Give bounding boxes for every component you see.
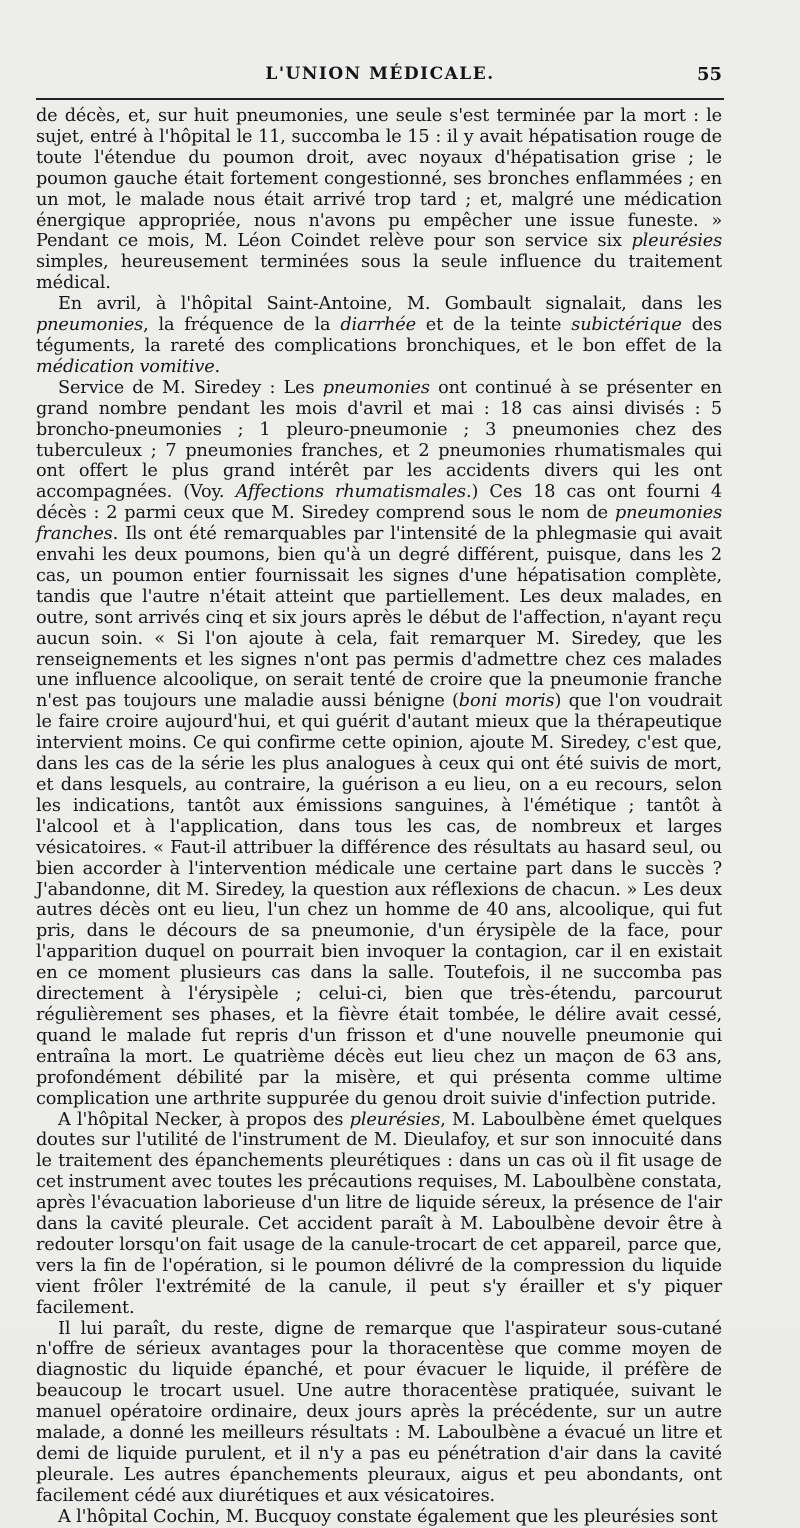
text-run: ont continué à se présenter en grand nombre pendant les mois d'avril et mai : 18 cas ainsi divisés : 5 broncho-pneumonies ; 1 pleuro-pneumonie ; 3 pneumonies chez des tuberculeux ; 7 pneumonies franches, et 2 pneumonies rhumatismales qui ont offert le plus grand intérêt par les accidents divers qui les ont accompagnées. (Voy. (36, 377, 722, 503)
body-text (36, 106, 722, 1528)
paragraph (36, 1110, 722, 1319)
text-run: .) Ces 18 cas ont fourni 4 décès : 2 parmi ceux que M. Siredey comprend sous le nom de (36, 482, 723, 524)
header-rule (36, 98, 724, 100)
text-run: , M. Laboulbène émet quelques doutes sur l'utilité de l'instrument de M. Dieulafoy, et sur son innocuité dans le traitement des épanchements pleurétiques : dans un cas où il fit usage de cet instrument avec toutes les précautions requises, M. Laboulbène constata, après l'évacuation laborieuse d'un litre de liquide séreux, la présence de l'air dans la cavité pleurale. Cet accident paraît à M. Laboulbène devoir être à redouter lorsqu'on fait usage de la canule-trocart de cet appareil, parce que, vers la fin de l'opération, si le poumon délivré de la compression du liquide vient frôler l'extrémité de la canule, il peut s'y érailler et s'y piquer facilement. (36, 1109, 722, 1318)
italic-term: pleurésies (631, 231, 722, 252)
text-run: En avril, à l'hôpital Saint-Antoine, M. Gombault signalait, dans les (58, 294, 722, 315)
text-run: des téguments, la rareté des complications bronchiques, et le bon effet de la (36, 315, 722, 356)
italic-term: boni moris (458, 691, 555, 712)
text-run: ) que l'on voudrait le faire croire aujourd'hui, et qui guérit d'autant mieux que la thérapeutique intervient moins. Ce qui confirme cette opinion, ajoute M. Siredey, c'est que, dans les cas de la série les plus analogues à ceux qui ont été suivis de mort, et dans lesquels, au contraire, la guérison a eu lieu, on a eu recours, selon les indications, tantôt aux émissions sanguines, à l'émétique ; tantôt à l'alcool et à l'application, dans tous les cas, de nombreux et larges vésicatoires. « Faut-il attribuer la différence des résultats au hasard seul, ou bien accorder à l'intervention médicale une certaine part dans le succès ? J'abandonne, dit M. Siredey, la question aux réflexions de chacun. » Les deux autres décès ont eu lieu, l'un chez un homme de 40 ans, alcoolique, qui fut pris, dans le décours de sa pneumonie, d'un érysipèle de la face, pour l'apparition duquel on pourrait bien invoquer la contagion, car il en existait en ce moment plusieurs cas dans la salle. Toutefois, il ne succomba pas directement à l'érysipèle ; celui-ci, bien que très-étendu, parcourut régulièrement ses phases, et la fièvre était tombée, le délire avait cessé, quand le malade fut repris d'un frisson et d'une nouvelle pneumonie qui entraîna la mort. Le quatrième décès eut lieu chez un maçon de 63 ans, profondément débilité par la misère, et qui présenta comme ultime complication une arthrite suppurée du genou droit suivie d'infection putride. (36, 691, 722, 1109)
text-run: A l'hôpital Cochin, M. Bucquoy constate également que les pleurésies sont (58, 1506, 718, 1527)
page-number: 55 (696, 64, 722, 85)
running-title: L'UNION MÉDICALE. (265, 64, 495, 84)
text-run: et de la teinte (415, 315, 572, 336)
italic-term: pneumonies franches (36, 503, 722, 545)
text-run: A l'hôpital Necker, à propos des (58, 1109, 350, 1130)
italic-term: pneumonies (36, 315, 144, 336)
italic-term: pleurésies (349, 1109, 441, 1130)
page-header (38, 62, 722, 92)
text-run: de décès, et, sur huit pneumonies, une seule s'est terminée par la mort : le sujet, entré à l'hôpital le 11, succomba le 15 : il y avait hépatisation rouge de toute l'étendue du poumon droit, avec noyaux d'hépatisation grise ; le poumon gauche était fortement congestionné, ses bronches enflammées ; en un mot, le malade nous était arrivé trop tard ; et, malgré une médication énergique appropriée, nous n'avons pu empêcher une issue funeste. » Pendant ce mois, M. Léon Coindet relève pour son service six (36, 106, 722, 252)
paragraph (36, 294, 722, 378)
text-run: Il lui paraît, du reste, digne de remarque que l'aspirateur sous-cutané n'offre de sérieux avantages pour la thoracentèse que comme moyen de diagnostic du liquide épanché, et pour évacuer le liquide, il préfère de beaucoup le trocart usuel. Une autre thoracentèse pratiquée, suivant le manuel opératoire ordinaire, deux jours après la précédente, sur un autre malade, a donné les meilleurs résultats : M. Laboulbène a évacué un litre et demi de liquide purulent, et il n'y a pas eu pénétration d'air dans la cavité pleurale. Les autres épanchements pleuraux, aigus et peu abondants, ont facilement cédé aux diurétiques et aux vésicatoires. (36, 1318, 722, 1506)
text-run: , la fréquence de la (143, 315, 341, 336)
italic-term: Affections rhumatismales (235, 482, 466, 503)
paragraph (36, 106, 722, 294)
italic-term: subictérique (571, 315, 682, 336)
text-run: . (214, 356, 221, 377)
paragraph (36, 1507, 722, 1528)
italic-term: diarrhée (340, 315, 416, 336)
italic-term: pneumonies (322, 377, 430, 398)
text-run: simples, heureusement terminées sous la seule influence du traitement médical. (36, 252, 722, 294)
paragraph (36, 378, 722, 1110)
text-run: Service de M. Siredey : Les (58, 377, 323, 398)
paragraph (36, 1319, 722, 1507)
italic-term: médication vomitive (36, 356, 215, 377)
text-run: . Ils ont été remarquables par l'intensité de la phlegmasie qui avait envahi les deux poumons, bien qu'à un degré différent, puisque, dans les 2 cas, un poumon entier fournissait les signes d'une hépatisation complète, tandis que l'autre n'était atteint que partiellement. Les deux malades, en outre, sont arrivés cinq et six jours après le début de l'affection, n'ayant reçu aucun soin. « Si l'on ajoute à cela, fait remarquer M. Siredey, que les renseignements et les signes n'ont pas permis d'admettre chez ces malades une influence alcoolique, on serait tenté de croire que la pneumonie franche n'est pas toujours une maladie aussi bénigne ( (36, 524, 722, 712)
